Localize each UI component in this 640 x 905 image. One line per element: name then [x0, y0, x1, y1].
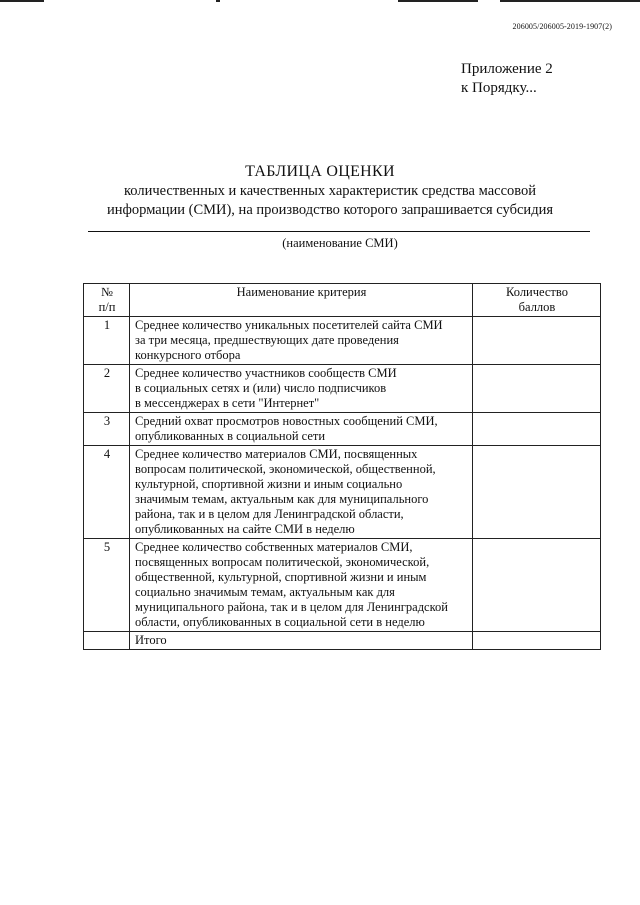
row-criterion [130, 317, 473, 365]
scan-mark [0, 0, 44, 2]
row-number: 1 [84, 317, 130, 365]
total-row [84, 632, 601, 650]
criterion-line: муниципального района, так и в целом для Ленинградской [135, 600, 448, 614]
criterion-line: Среднее количество участников сообществ СМИ [135, 366, 397, 380]
row-score-cell [473, 446, 601, 539]
row-number: 4 [84, 446, 130, 539]
total-number-cell [84, 632, 130, 650]
appendix-line-2: к Порядку... [461, 80, 537, 96]
criterion-line: Средний охват просмотров новостных сообщений СМИ, [135, 414, 438, 428]
row-criterion [130, 446, 473, 539]
media-name-line [88, 231, 590, 232]
row-score-cell [473, 365, 601, 413]
criterion-line: Среднее количество материалов СМИ, посвященных [135, 447, 418, 461]
header-number-line-1: № [101, 285, 113, 299]
table-row [84, 365, 601, 413]
row-number: 3 [84, 413, 130, 446]
total-label: Итого [130, 632, 473, 650]
table-row [84, 539, 601, 632]
criterion-line: района, так и в целом для Ленинградской области, [135, 507, 404, 521]
row-number: 5 [84, 539, 130, 632]
row-score-cell [473, 317, 601, 365]
table-header-row [84, 284, 601, 317]
header-score-line-2: баллов [518, 300, 556, 314]
criterion-line: социально значимым темам, актуальным как для [135, 585, 395, 599]
scan-mark [500, 0, 640, 2]
criterion-line: конкурсного отбора [135, 348, 241, 362]
subtitle-line-2: информации (СМИ), на производство которого запрашивается субсидия [107, 202, 553, 218]
document-id: 206005/206005-2019-1907(2) [512, 22, 612, 31]
appendix-reference [461, 60, 553, 98]
criterion-line: опубликованных в социальной сети [135, 429, 326, 443]
criterion-line: в мессенджерах в сети "Интернет" [135, 396, 320, 410]
criterion-line: за три месяца, предшествующих дате проведения [135, 333, 399, 347]
row-score-cell [473, 539, 601, 632]
header-criterion: Наименование критерия [130, 284, 473, 317]
header-score-line-1: Количество [506, 285, 568, 299]
header-number-line-2: п/п [98, 300, 116, 314]
criteria-table [83, 283, 601, 650]
criterion-line: посвященных вопросам политической, экономической, [135, 555, 430, 569]
row-score-cell [473, 413, 601, 446]
header-number [84, 284, 130, 317]
criterion-line: значимым темам, актуальным как для муниципального [135, 492, 429, 506]
scan-mark [216, 0, 220, 2]
row-criterion [130, 365, 473, 413]
table-row [84, 317, 601, 365]
criterion-line: области, опубликованных в социальной сети в неделю [135, 615, 425, 629]
criterion-line: общественной, культурной, спортивной жизни и иным [135, 570, 427, 584]
criterion-line: опубликованных на сайте СМИ в неделю [135, 522, 355, 536]
table-row [84, 446, 601, 539]
page-subtitle [70, 182, 590, 220]
row-criterion [130, 413, 473, 446]
table-row [84, 413, 601, 446]
criterion-line: вопросам политической, экономической, общественной, [135, 462, 436, 476]
row-number: 2 [84, 365, 130, 413]
header-score [473, 284, 601, 317]
row-criterion [130, 539, 473, 632]
criterion-line: культурной, спортивной жизни и иным социально [135, 477, 403, 491]
page-title: ТАБЛИЦА ОЦЕНКИ [245, 163, 395, 180]
criterion-line: Среднее количество собственных материалов СМИ, [135, 540, 413, 554]
criterion-line: Среднее количество уникальных посетителей сайта СМИ [135, 318, 443, 332]
media-name-caption: (наименование СМИ) [282, 236, 398, 250]
scan-top-marks [0, 0, 640, 4]
appendix-line-1: Приложение 2 [461, 61, 553, 77]
scan-mark [398, 0, 478, 2]
total-score-cell [473, 632, 601, 650]
criterion-line: в социальных сетях и (или) число подписчиков [135, 381, 387, 395]
subtitle-line-1: количественных и качественных характеристик средства массовой [123, 183, 537, 199]
